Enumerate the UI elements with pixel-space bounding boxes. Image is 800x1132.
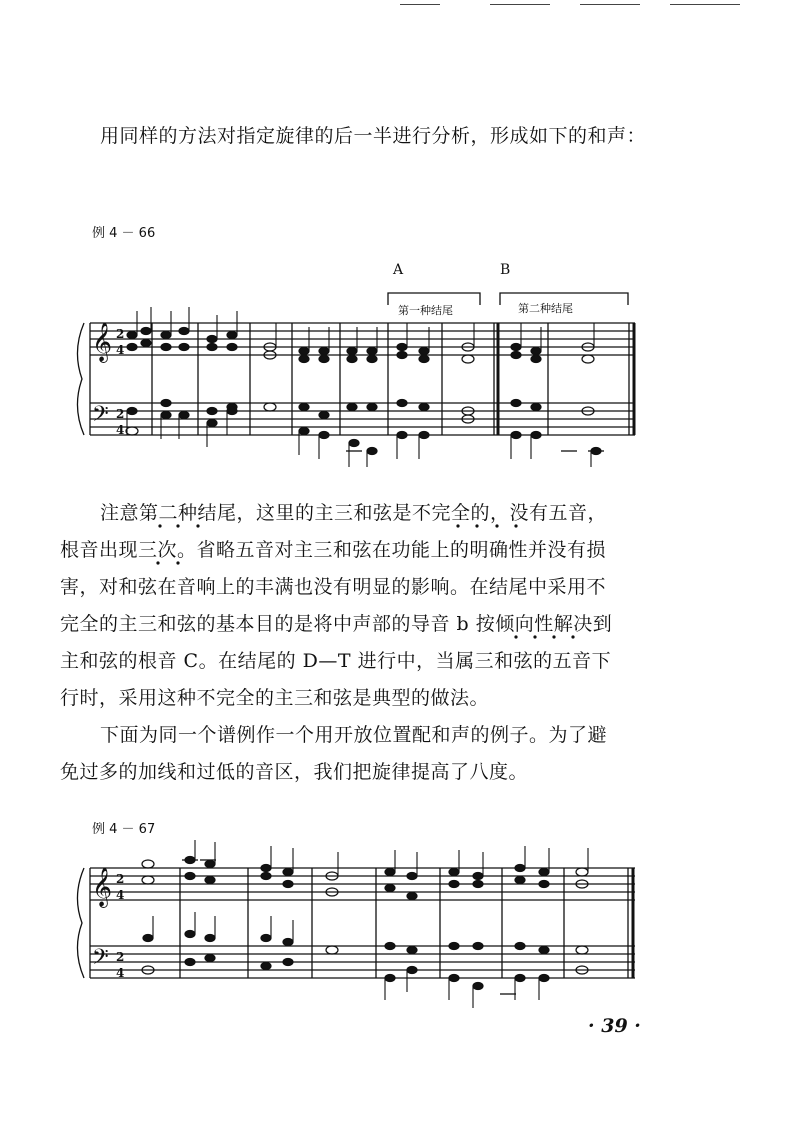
svg-text:2: 2 — [116, 407, 125, 421]
svg-text:2: 2 — [116, 950, 125, 964]
text-line: 完全的主三和弦的基本目的是将中声部的导音 b 按倾向性解决到 — [60, 613, 613, 635]
bracket-a-letter: A — [393, 262, 404, 278]
svg-text:2: 2 — [116, 327, 125, 341]
bracket-a-text: 第一种结尾 — [398, 304, 453, 317]
text-line: 注意第二种结尾，这里的主三和弦是不完全的，没有五音， — [100, 502, 608, 524]
svg-text:𝄞: 𝄞 — [92, 322, 113, 362]
bracket-b-text: 第二种结尾 — [518, 302, 573, 315]
svg-text:4: 4 — [116, 966, 125, 980]
bracket-b-letter: B — [500, 262, 511, 278]
text-line: 免过多的加线和过低的音区，我们把旋律提高了八度。 — [60, 761, 529, 783]
svg-text:2: 2 — [116, 872, 125, 886]
example-label: 例 4 － 67 — [92, 822, 156, 837]
svg-text:𝄞: 𝄞 — [92, 867, 113, 907]
paragraph-intro: 用同样的方法对指定旋律的后一半进行分析，形成如下的和声： — [100, 125, 647, 147]
page-number: · 39 · — [588, 1015, 641, 1037]
svg-text:4: 4 — [116, 423, 125, 437]
paragraph-open-position — [60, 717, 660, 791]
text-line: 主和弦的根音 C。在结尾的 D—T 进行中，当属三和弦的五音下 — [60, 650, 612, 672]
svg-text:𝄢: 𝄢 — [92, 402, 109, 432]
text-line: 下面为同一个谱例作一个用开放位置配和声的例子。为了避 — [100, 724, 608, 746]
example-label: 例 4 － 66 — [92, 226, 156, 241]
svg-text:𝄢: 𝄢 — [92, 945, 109, 975]
svg-text:4: 4 — [116, 888, 125, 902]
svg-text:4: 4 — [116, 343, 125, 357]
text-line: 根音出现三次。省略五音对主三和弦在功能上的明确性并没有损 — [60, 539, 607, 561]
text-line: 害，对和弦在音响上的丰满也没有明显的影响。在结尾中采用不 — [60, 576, 607, 598]
music-score-example-2 — [70, 838, 650, 1018]
text-line: 行时，采用这种不完全的主三和弦是典型的做法。 — [60, 687, 490, 709]
